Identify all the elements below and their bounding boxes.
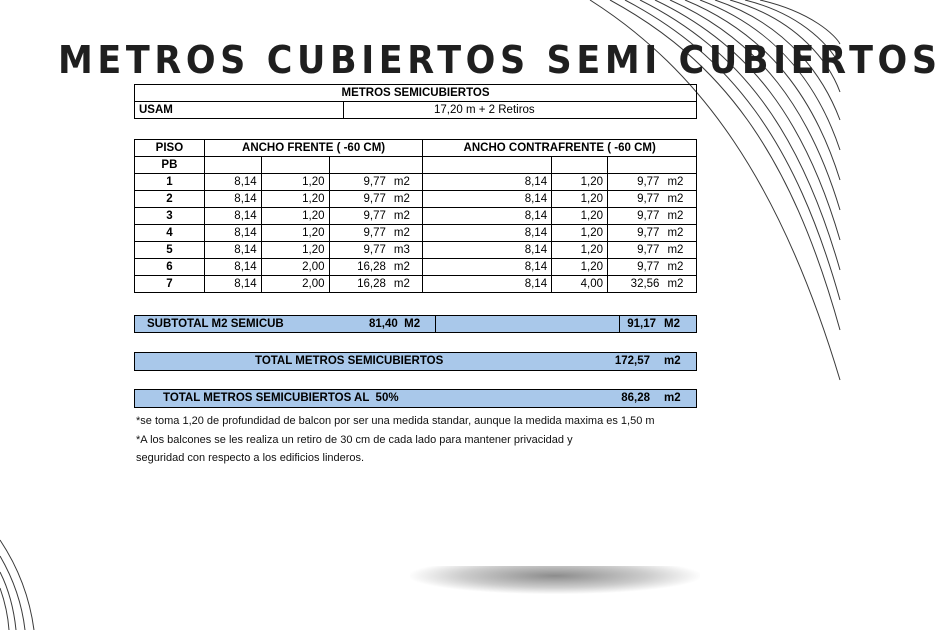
total50-label: TOTAL METROS SEMICUBIERTOS AL 50% [135,390,587,408]
cell-c2: 1,20 [552,191,608,208]
cell-c3: 9,77 [608,208,664,225]
cell-f1: 8,14 [204,259,261,276]
total-label: TOTAL METROS SEMICUBIERTOS [135,353,587,371]
total50-value: 86,28 [586,390,654,408]
cell-f3: 9,77 [329,174,390,191]
cell-f1: 8,14 [204,174,261,191]
cell-f2: 2,00 [261,259,329,276]
cell-c1: 8,14 [423,208,552,225]
footnotes [136,411,756,467]
cell-c2: 1,20 [552,225,608,242]
cell-cu: m2 [663,208,696,225]
cell-cu: m2 [663,276,696,293]
cell-cu [663,157,696,174]
cell-f2: 1,20 [261,174,329,191]
table-row [135,157,697,174]
cell-piso: 5 [135,242,205,259]
col-contra-header: ANCHO CONTRAFRENTE ( -60 CM) [423,140,697,157]
cell-f2: 1,20 [261,242,329,259]
cell-f3: 9,77 [329,225,390,242]
cell-c3: 9,77 [608,242,664,259]
footnote-3: seguridad con respecto a los edificios linderos. [136,452,365,464]
cell-piso: 7 [135,276,205,293]
total-value: 172,57 [586,353,654,371]
total-table [134,352,697,371]
cell-c1: 8,14 [423,242,552,259]
cell-c1: 8,14 [423,225,552,242]
cell-c1: 8,14 [423,174,552,191]
cell-f2: 1,20 [261,191,329,208]
cell-f1: 8,14 [204,225,261,242]
col-piso-header: PISO [135,140,205,157]
cell-c2: 1,20 [552,174,608,191]
table-row [135,242,697,259]
floors-table [134,139,697,293]
cell-f2: 2,00 [261,276,329,293]
header-table [134,84,697,119]
cell-c1: 8,14 [423,191,552,208]
subtotal-label: SUBTOTAL M2 SEMICUB [135,316,366,333]
header-label: USAM [135,102,344,119]
cell-c2: 4,00 [552,276,608,293]
cell-c1: 8,14 [423,276,552,293]
cell-c2: 1,20 [552,208,608,225]
cell-piso: 2 [135,191,205,208]
cell-fu: m2 [390,225,423,242]
total-unit: m2 [654,353,697,371]
subtotal-contra-unit: M2 [660,316,697,333]
subtotal-frente-value: 81,40 M2 [365,316,436,333]
cell-f3: 9,77 [329,242,390,259]
cell-f3: 16,28 [329,259,390,276]
cell-cu: m2 [663,259,696,276]
cell-fu: m2 [390,208,423,225]
cell-cu: m2 [663,174,696,191]
cell-c2: 1,20 [552,242,608,259]
header-value: 17,20 m + 2 Retiros [344,102,697,119]
cell-fu: m2 [390,276,423,293]
drop-shadow [410,566,700,594]
cell-f1: 8,14 [204,191,261,208]
total50-table [134,389,697,408]
cell-piso: 3 [135,208,205,225]
cell-f3: 16,28 [329,276,390,293]
subtotal-spacer [436,316,620,333]
page-title: METROS CUBIERTOS SEMI CUBIERTOS [58,38,942,82]
table-row [135,191,697,208]
footnote-1: *se toma 1,20 de profundidad de balcon por ser una medida standar, aunque la medida maxima es 1,50 m [136,415,655,427]
cell-c3: 32,56 [608,276,664,293]
cell-f1: 8,14 [204,276,261,293]
table-row [135,225,697,242]
cell-c2 [552,157,608,174]
cell-fu: m3 [390,242,423,259]
cell-fu: m2 [390,259,423,276]
floors-rows [135,157,697,293]
cell-c1: 8,14 [423,259,552,276]
col-frente-header: ANCHO FRENTE ( -60 CM) [204,140,423,157]
cell-f1 [204,157,261,174]
footnote-2: *A los balcones se les realiza un retiro de 30 cm de cada lado para mantener privacidad y [136,434,573,446]
cell-f1: 8,14 [204,208,261,225]
table-row [135,208,697,225]
cell-c2: 1,20 [552,259,608,276]
cell-piso: 6 [135,259,205,276]
cell-f2: 1,20 [261,208,329,225]
cell-f1: 8,14 [204,242,261,259]
cell-f2: 1,20 [261,225,329,242]
cell-c3: 9,77 [608,225,664,242]
cell-piso: 4 [135,225,205,242]
cell-fu: m2 [390,174,423,191]
cell-fu: m2 [390,191,423,208]
cell-c3: 9,77 [608,259,664,276]
cell-c3: 9,77 [608,174,664,191]
table-row [135,276,697,293]
cell-c1 [423,157,552,174]
cell-piso: 1 [135,174,205,191]
header-caption: METROS SEMICUBIERTOS [135,85,697,102]
cell-f3: 9,77 [329,208,390,225]
cell-c3 [608,157,664,174]
cell-cu: m2 [663,242,696,259]
cell-fu [390,157,423,174]
cell-f3: 9,77 [329,191,390,208]
cell-f2 [261,157,329,174]
subtotal-table [134,315,697,333]
cell-c3: 9,77 [608,191,664,208]
subtotal-contra-value: 91,17 [620,316,661,333]
table-row [135,259,697,276]
cell-f3 [329,157,390,174]
cell-cu: m2 [663,225,696,242]
table-row [135,174,697,191]
total50-unit: m2 [654,390,697,408]
cell-piso: PB [135,157,205,174]
cell-cu: m2 [663,191,696,208]
